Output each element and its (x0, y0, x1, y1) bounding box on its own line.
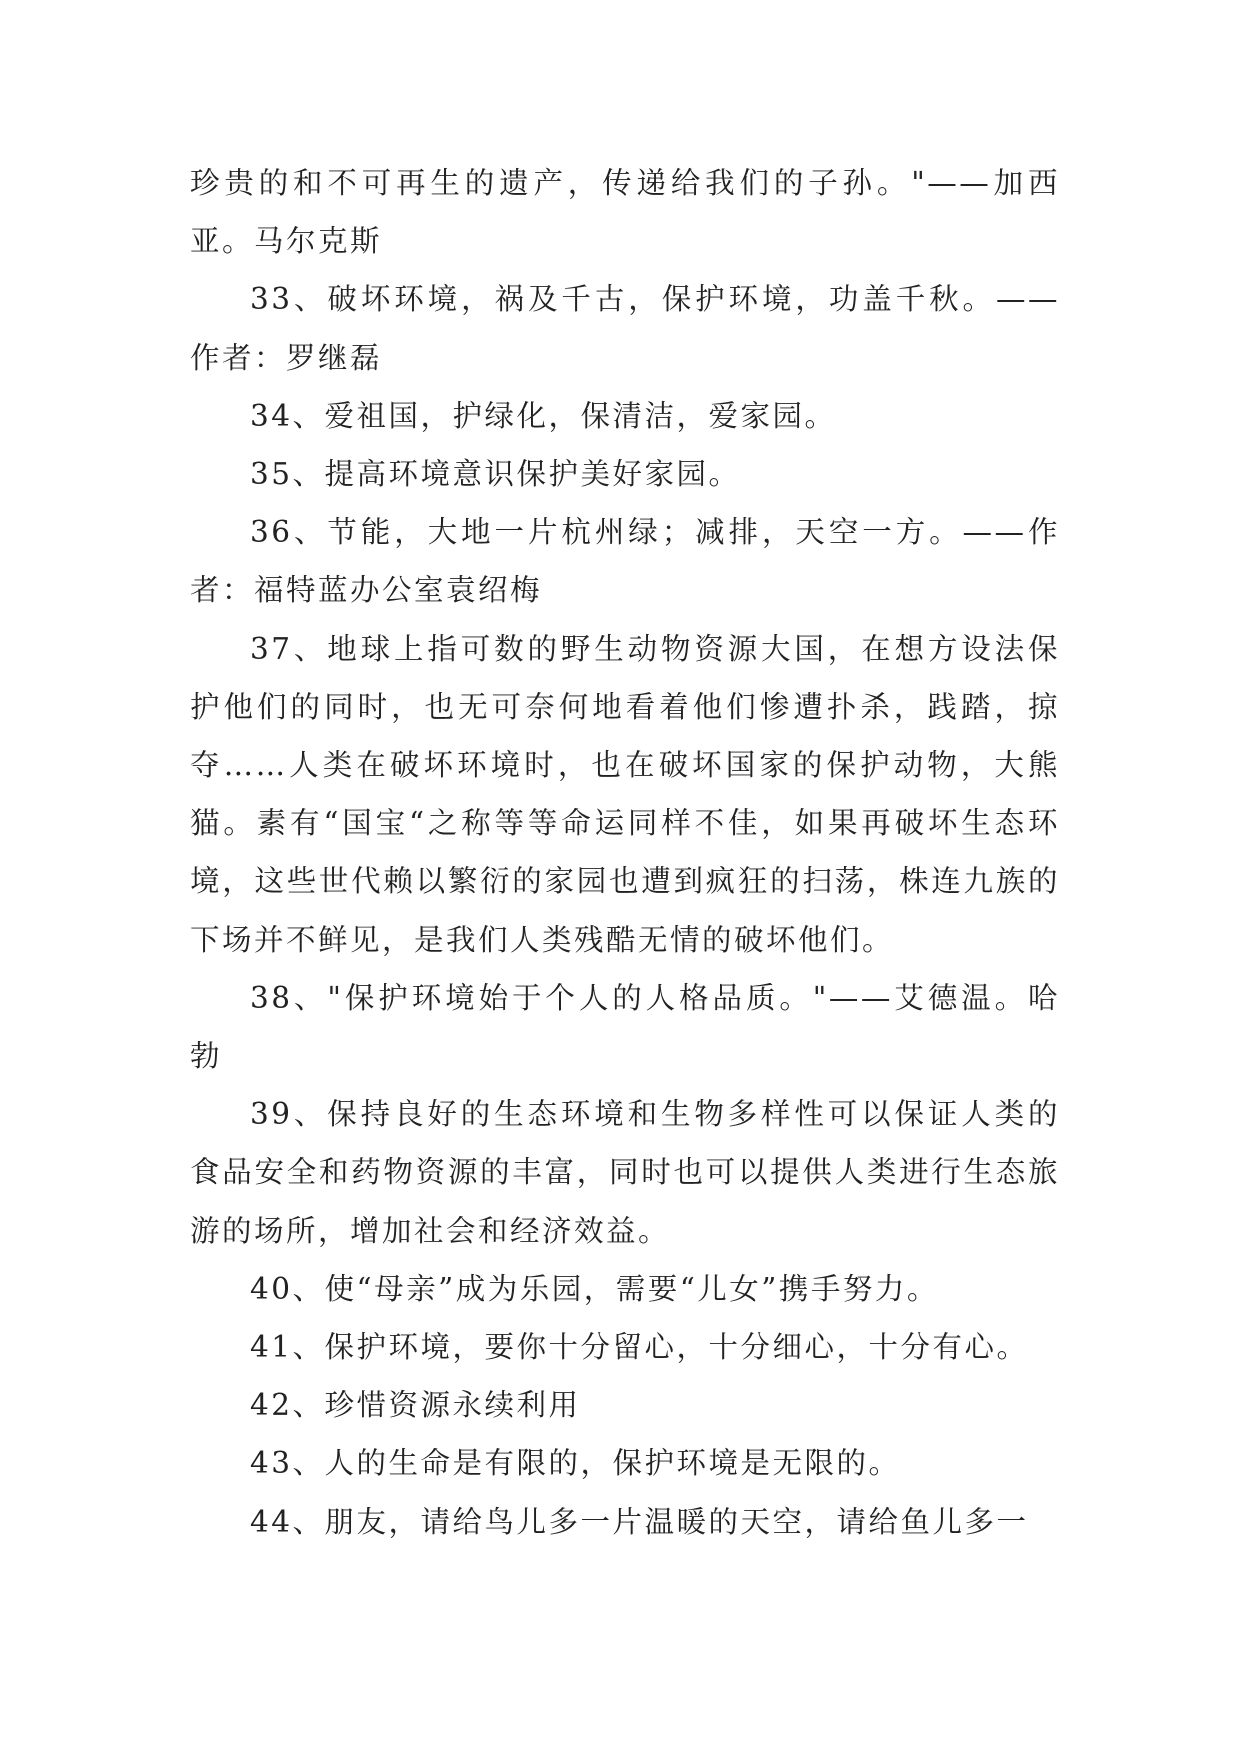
paragraph-continuation: 珍贵的和不可再生的遗产，传递给我们的子孙。"——加西亚。马尔克斯 (190, 166, 1060, 259)
document-body (190, 154, 1060, 1551)
paragraph-39: 39、保持良好的生态环境和生物多样性可以保证人类的食品安全和药物资源的丰富，同时也可以提供人类进行生态旅游的场所，增加社会和经济效益。 (190, 1097, 1060, 1248)
paragraph-37: 37、地球上指可数的野生动物资源大国，在想方设法保护他们的同时，也无可奈何地看着他们惨遭扑杀，践踏，掠夺……人类在破坏环境时，也在破坏国家的保护动物，大熊猫。素有“国宝“之称等等命运同样不佳，如果再破坏生态环境，这些世代赖以繁衍的家园也遭到疯狂的扫荡，株连九族的下场并不鲜见，是我们人类残酷无情的破坏他们。 (190, 631, 1060, 957)
paragraph-38: 38、"保护环境始于个人的人格品质。"——艾德温。哈勃 (190, 980, 1060, 1074)
paragraph-35: 35、提高环境意识保护美好家园。 (250, 457, 741, 492)
paragraph-33: 33、破坏环境，祸及千古，保护环境，功盖千秋。——作者：罗继磊 (190, 282, 1060, 375)
paragraph-36: 36、节能，大地一片杭州绿；减排，天空一方。——作者：福特蓝办公室袁绍梅 (190, 515, 1060, 608)
paragraph-34: 34、爱祖国，护绿化，保清洁，爱家园。 (250, 398, 837, 433)
paragraph-43: 43、人的生命是有限的，保护环境是无限的。 (250, 1446, 901, 1481)
paragraph-41: 41、保护环境，要你十分留心，十分细心，十分有心。 (250, 1330, 1029, 1365)
paragraph-44: 44、朋友，请给鸟儿多一片温暖的天空，请给鱼儿多一 (250, 1504, 1029, 1539)
paragraph-40: 40、使“母亲”成为乐园，需要“儿女”携手努力。 (250, 1271, 939, 1306)
paragraph-42: 42、珍惜资源永续利用 (250, 1388, 581, 1423)
